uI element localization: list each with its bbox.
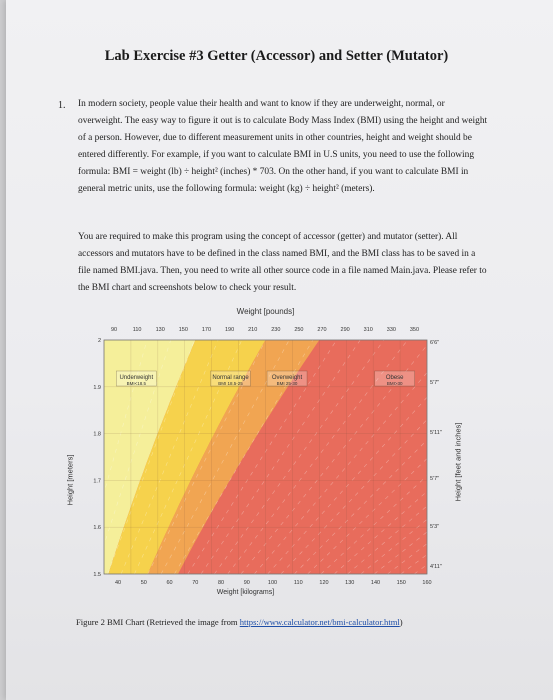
bottom-tick-label: 150 bbox=[396, 580, 406, 586]
left-axis-label: Height [meters] bbox=[65, 454, 75, 506]
category-name: Obese bbox=[385, 375, 404, 381]
top-tick-label: 170 bbox=[201, 327, 212, 333]
right-tick-label: 5'3" bbox=[430, 524, 440, 530]
caption-text: Figure 2 BMI Chart (Retrieved the image from bbox=[76, 617, 240, 627]
bmi-chart-svg bbox=[82, 304, 462, 604]
left-tick-label: 1.7 bbox=[93, 478, 101, 485]
top-tick-label: 210 bbox=[248, 327, 258, 333]
left-tick-label: 1.9 bbox=[93, 384, 101, 391]
top-tick-label: 90 bbox=[110, 327, 118, 333]
bottom-tick-label: 90 bbox=[243, 580, 250, 586]
bottom-tick-label: 40 bbox=[114, 580, 122, 586]
category-range: BMI 25-30 bbox=[276, 381, 298, 386]
top-tick-label: 250 bbox=[294, 327, 304, 333]
bottom-tick-label: 70 bbox=[192, 580, 199, 586]
top-tick-label: 130 bbox=[155, 327, 165, 333]
bmi-chart bbox=[82, 304, 462, 604]
top-tick-label: 190 bbox=[224, 327, 235, 333]
top-tick-label: 290 bbox=[340, 327, 350, 333]
top-axis-label: Weight [pounds] bbox=[236, 307, 295, 316]
page-title: Lab Exercise #3 Getter (Accessor) and Setter (Mutator) bbox=[104, 48, 449, 64]
bottom-tick-label: 160 bbox=[422, 580, 432, 586]
paragraph-intro: In modern society, people value their health and want to know if they are underweight, normal, or overweight. The easy way to figure it out is to calculate Body Mass Index (BMI) using the height and weight of a person. However, due to different measurement units in other countries, height and weight should be entered differently. For example, if you want to calculate BMI in U.S units, you need to use the following formula: BMI = weight (lb) ÷ height² (inches) * 703. On the other hand, if you want to calculate BMI in general metric units, use the following formula: weight (kg) ÷ height² (meters). bbox=[78, 99, 488, 195]
bottom-tick-label: 80 bbox=[217, 580, 225, 586]
right-tick-label: 5'11" bbox=[430, 430, 442, 436]
bottom-axis-label: Weight [kilograms] bbox=[216, 589, 275, 596]
category-name: Normal range bbox=[212, 375, 249, 381]
right-tick-label: 5'7" bbox=[430, 380, 440, 386]
bottom-tick-label: 50 bbox=[140, 580, 147, 586]
top-tick-label: 150 bbox=[178, 327, 188, 333]
top-tick-label: 270 bbox=[317, 327, 327, 333]
paragraph-requirements: You are required to make this program using the concept of accessor (getter) and mutator (setter). All accessors and mutators have to be defined in the class named BMI, and the BMI class has to be saved in a file named BMI.java. Then, you need to write all other source code in a file named Main.java. Please refer to the BMI chart and screenshots below to check your result. bbox=[78, 232, 487, 294]
caption-link[interactable]: https://www.calculator.net/bmi-calculator.html bbox=[239, 617, 400, 627]
bottom-tick-label: 60 bbox=[166, 580, 173, 586]
top-tick-label: 330 bbox=[386, 327, 396, 333]
list-number: 1. bbox=[58, 100, 66, 111]
bottom-tick-label: 100 bbox=[267, 580, 278, 586]
top-tick-label: 350 bbox=[409, 327, 420, 333]
category-range: BMI>30 bbox=[386, 381, 403, 386]
figure-caption bbox=[76, 617, 403, 627]
top-tick-label: 110 bbox=[132, 327, 142, 333]
caption-suffix: ) bbox=[399, 617, 403, 627]
category-range: BMI 18.5-25 bbox=[218, 381, 243, 386]
right-tick-label: 4'11" bbox=[430, 564, 442, 570]
bottom-tick-label: 110 bbox=[293, 580, 303, 586]
bottom-tick-label: 120 bbox=[319, 580, 329, 586]
bottom-tick-label: 140 bbox=[370, 580, 381, 586]
left-tick-label: 1.6 bbox=[93, 525, 101, 532]
left-tick-label: 1.8 bbox=[93, 431, 101, 438]
left-tick-label: 1.5 bbox=[93, 572, 101, 578]
category-name: Underweight bbox=[119, 375, 154, 381]
top-tick-label: 230 bbox=[271, 327, 281, 333]
right-tick-label: 6'6" bbox=[430, 340, 440, 346]
top-tick-label: 310 bbox=[363, 327, 373, 333]
left-tick-label: 2 bbox=[97, 338, 101, 344]
category-range: BMI<18.5 bbox=[126, 381, 146, 386]
right-axis-label: Height [feet and inches] bbox=[453, 422, 463, 502]
right-tick-label: 5'7" bbox=[430, 476, 440, 482]
category-name: Overweight bbox=[271, 375, 303, 381]
bottom-tick-label: 130 bbox=[345, 580, 355, 586]
